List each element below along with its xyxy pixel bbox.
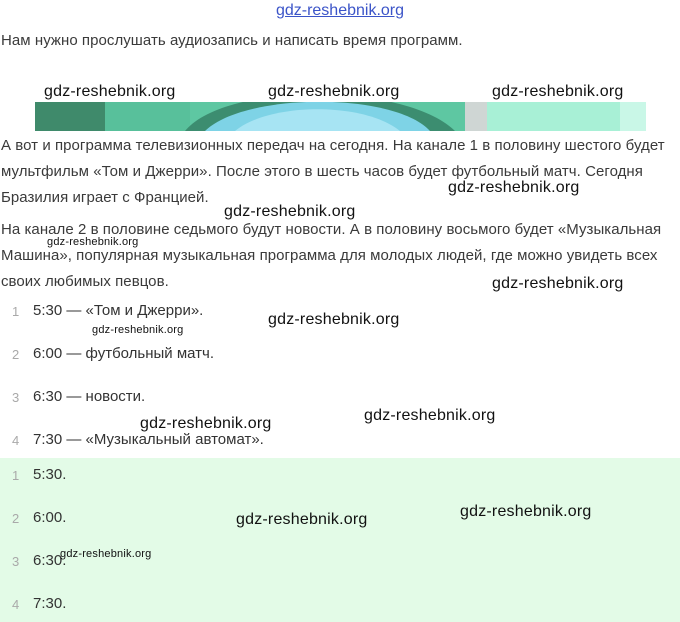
list-text: 5:30. — [33, 466, 67, 483]
paragraph-channel-2: На канале 2 в половине седьмого будут новости. А в половину восьмого будет «Музыкальная Машина», популярная музыкальная программа для молодых людей, где можно увидеть всех своих любимых певцов. — [1, 221, 662, 290]
paragraph-channel-1: А вот и программа телевизионных передач на сегодня. На канале 1 в половину шестого будет мультфильм «Том и Джерри». После этого в шесть часов будет футбольный матч. Сегодня Бразилия играет с Францией. — [1, 137, 665, 206]
list-number: 2 — [12, 511, 20, 526]
watermark: gdz-reshebnik.org — [492, 275, 624, 292]
answer-block — [0, 458, 680, 622]
list-text: 7:30. — [33, 595, 67, 612]
list-number: 4 — [12, 433, 20, 448]
list-text: 7:30 — «Музыкальный автомат». — [33, 431, 264, 448]
list-text: 6:30 — новости. — [33, 388, 146, 405]
watermark: gdz-reshebnik.org — [268, 83, 400, 100]
list-number: 4 — [12, 597, 20, 612]
watermark: gdz-reshebnik.org — [448, 179, 580, 196]
watermark: gdz-reshebnik.org — [364, 407, 496, 424]
watermark: gdz-reshebnik.org — [492, 83, 624, 100]
site-link[interactable]: gdz-reshebnik.org — [275, 2, 405, 19]
watermark: gdz-reshebnik.org — [92, 324, 184, 336]
illustration-banner — [35, 102, 646, 131]
list-text: 6:00. — [33, 509, 67, 526]
watermark: gdz-reshebnik.org — [60, 548, 152, 560]
watermark: gdz-reshebnik.org — [224, 203, 356, 220]
list-text: 6:00 — футбольный матч. — [33, 345, 215, 362]
list-number: 1 — [12, 468, 20, 483]
watermark: gdz-reshebnik.org — [47, 236, 139, 248]
watermark: gdz-reshebnik.org — [44, 83, 176, 100]
watermark: gdz-reshebnik.org — [236, 511, 368, 528]
list-number: 1 — [12, 304, 20, 319]
list-number: 3 — [12, 390, 20, 405]
list-text: 6:30. — [33, 552, 67, 569]
watermark: gdz-reshebnik.org — [268, 311, 400, 328]
task-intro: Нам нужно прослушать аудиозапись и написать время программ. — [1, 32, 463, 49]
list-number: 3 — [12, 554, 20, 569]
list-number: 2 — [12, 347, 20, 362]
watermark: gdz-reshebnik.org — [460, 503, 592, 520]
watermark: gdz-reshebnik.org — [140, 415, 272, 432]
list-text: 5:30 — «Том и Джерри». — [33, 302, 204, 319]
